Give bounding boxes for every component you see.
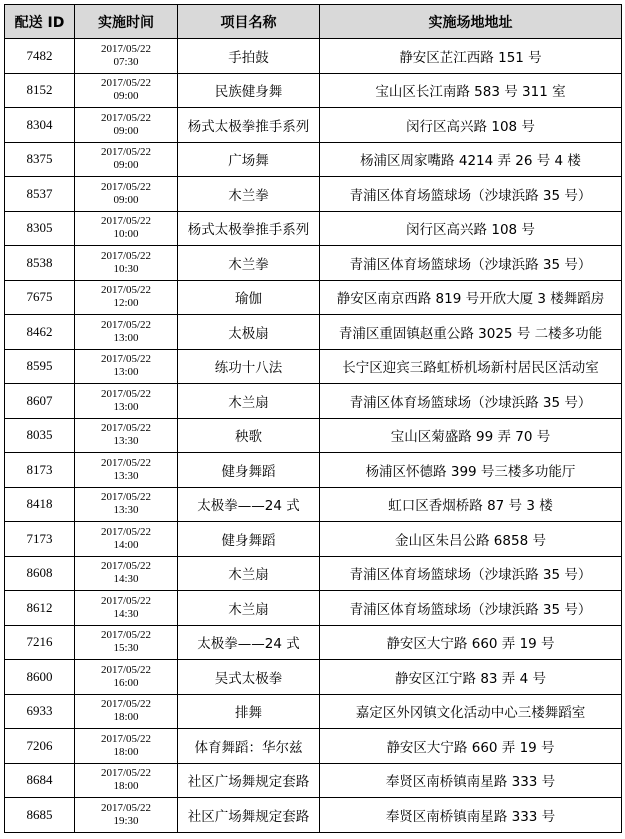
cell-address: 静安区芷江西路 151 号 xyxy=(320,39,622,74)
table-row xyxy=(5,522,622,557)
table-row xyxy=(5,211,622,246)
cell-project: 健身舞蹈 xyxy=(178,453,320,488)
table-row xyxy=(5,660,622,695)
cell-date-text: 2017/05/22 xyxy=(100,249,152,262)
cell-id: 8375 xyxy=(5,142,75,177)
cell-project: 广场舞 xyxy=(178,142,320,177)
cell-time-text: 18:00 xyxy=(113,780,139,793)
cell-time-text: 19:30 xyxy=(113,814,139,827)
cell-time xyxy=(75,625,178,660)
cell-date-text: 2017/05/22 xyxy=(100,422,152,435)
cell-id: 8173 xyxy=(5,453,75,488)
cell-id: 8035 xyxy=(5,418,75,453)
cell-address: 静安区大宁路 660 弄 19 号 xyxy=(320,625,622,660)
cell-id: 8607 xyxy=(5,384,75,419)
cell-address: 奉贤区南桥镇南星路 333 号 xyxy=(320,763,622,798)
cell-id: 8537 xyxy=(5,177,75,212)
cell-time xyxy=(75,591,178,626)
table-row xyxy=(5,349,622,384)
cell-project: 太极拳——24 式 xyxy=(178,487,320,522)
cell-time-text: 09:00 xyxy=(113,193,139,206)
cell-date-text: 2017/05/22 xyxy=(100,629,152,642)
cell-time xyxy=(75,315,178,350)
cell-project: 秧歌 xyxy=(178,418,320,453)
cell-address: 青浦区体育场篮球场（沙埭浜路 35 号） xyxy=(320,246,622,281)
table-row xyxy=(5,556,622,591)
cell-id: 8685 xyxy=(5,798,75,833)
table-row xyxy=(5,487,622,522)
cell-date-text: 2017/05/22 xyxy=(100,594,152,607)
cell-id: 6933 xyxy=(5,694,75,729)
cell-time-text: 18:00 xyxy=(113,711,139,724)
cell-time xyxy=(75,487,178,522)
cell-project: 太极拳——24 式 xyxy=(178,625,320,660)
cell-id: 7206 xyxy=(5,729,75,764)
table-row xyxy=(5,73,622,108)
cell-project: 手拍鼓 xyxy=(178,39,320,74)
cell-project: 社区广场舞规定套路 xyxy=(178,763,320,798)
cell-time-text: 09:00 xyxy=(113,90,139,103)
cell-time-text: 13:00 xyxy=(113,366,139,379)
cell-time-text: 16:00 xyxy=(113,676,139,689)
cell-project: 木兰拳 xyxy=(178,177,320,212)
cell-time xyxy=(75,556,178,591)
cell-project: 太极扇 xyxy=(178,315,320,350)
table-row xyxy=(5,384,622,419)
cell-time xyxy=(75,349,178,384)
cell-address: 静安区大宁路 660 弄 19 号 xyxy=(320,729,622,764)
header-time: 实施时间 xyxy=(75,5,178,39)
cell-date-text: 2017/05/22 xyxy=(100,42,152,55)
cell-project: 健身舞蹈 xyxy=(178,522,320,557)
cell-id: 8418 xyxy=(5,487,75,522)
cell-address: 杨浦区怀德路 399 号三楼多功能厅 xyxy=(320,453,622,488)
cell-date-text: 2017/05/22 xyxy=(100,732,152,745)
cell-date-text: 2017/05/22 xyxy=(100,353,152,366)
cell-id: 8600 xyxy=(5,660,75,695)
cell-time-text: 14:30 xyxy=(113,573,139,586)
cell-time-text: 18:00 xyxy=(113,745,139,758)
schedule-table xyxy=(4,4,622,833)
cell-time xyxy=(75,246,178,281)
cell-date-text: 2017/05/22 xyxy=(100,525,152,538)
cell-address: 静安区南京西路 819 号开欣大厦 3 楼舞蹈房 xyxy=(320,280,622,315)
table-row xyxy=(5,108,622,143)
cell-id: 7216 xyxy=(5,625,75,660)
cell-time-text: 09:00 xyxy=(113,159,139,172)
cell-time-text: 10:30 xyxy=(113,262,139,275)
cell-address: 宝山区菊盛路 99 弄 70 号 xyxy=(320,418,622,453)
cell-time xyxy=(75,39,178,74)
header-address: 实施场地地址 xyxy=(320,5,622,39)
cell-project: 社区广场舞规定套路 xyxy=(178,798,320,833)
cell-time-text: 13:00 xyxy=(113,400,139,413)
cell-id: 8595 xyxy=(5,349,75,384)
table-row xyxy=(5,418,622,453)
cell-address: 青浦区体育场篮球场（沙埭浜路 35 号） xyxy=(320,556,622,591)
cell-time xyxy=(75,694,178,729)
cell-time xyxy=(75,280,178,315)
cell-date-text: 2017/05/22 xyxy=(100,318,152,331)
cell-id: 8538 xyxy=(5,246,75,281)
cell-project: 木兰扇 xyxy=(178,556,320,591)
table-row xyxy=(5,39,622,74)
cell-date-text: 2017/05/22 xyxy=(100,284,152,297)
cell-time xyxy=(75,73,178,108)
cell-time xyxy=(75,660,178,695)
cell-project: 体育舞蹈：华尔兹 xyxy=(178,729,320,764)
cell-project: 木兰拳 xyxy=(178,246,320,281)
cell-address: 静安区江宁路 83 弄 4 号 xyxy=(320,660,622,695)
header-project: 项目名称 xyxy=(178,5,320,39)
cell-date-text: 2017/05/22 xyxy=(100,663,152,676)
cell-id: 8305 xyxy=(5,211,75,246)
cell-time-text: 13:30 xyxy=(113,469,139,482)
cell-time-text: 10:00 xyxy=(113,228,139,241)
table-row xyxy=(5,625,622,660)
cell-project: 瑜伽 xyxy=(178,280,320,315)
table-row xyxy=(5,280,622,315)
cell-time-text: 13:30 xyxy=(113,504,139,517)
cell-time xyxy=(75,729,178,764)
cell-date-text: 2017/05/22 xyxy=(100,801,152,814)
cell-project: 木兰扇 xyxy=(178,591,320,626)
cell-date-text: 2017/05/22 xyxy=(100,456,152,469)
header-id: 配送 ID xyxy=(5,5,75,39)
cell-address: 宝山区长江南路 583 号 311 室 xyxy=(320,73,622,108)
table-row xyxy=(5,694,622,729)
table-row xyxy=(5,591,622,626)
cell-time xyxy=(75,384,178,419)
cell-project: 杨式太极拳推手系列 xyxy=(178,211,320,246)
cell-address: 金山区朱吕公路 6858 号 xyxy=(320,522,622,557)
cell-time-text: 15:30 xyxy=(113,642,139,655)
table-row xyxy=(5,246,622,281)
table-row xyxy=(5,142,622,177)
cell-id: 8152 xyxy=(5,73,75,108)
cell-id: 8612 xyxy=(5,591,75,626)
cell-time-text: 07:30 xyxy=(113,55,139,68)
cell-address: 闵行区高兴路 108 号 xyxy=(320,108,622,143)
cell-time xyxy=(75,142,178,177)
cell-time xyxy=(75,763,178,798)
cell-time-text: 13:00 xyxy=(113,331,139,344)
cell-date-text: 2017/05/22 xyxy=(100,77,152,90)
cell-date-text: 2017/05/22 xyxy=(100,698,152,711)
cell-time xyxy=(75,453,178,488)
table-row xyxy=(5,729,622,764)
table-row xyxy=(5,177,622,212)
cell-time-text: 13:30 xyxy=(113,435,139,448)
cell-time xyxy=(75,211,178,246)
cell-id: 8608 xyxy=(5,556,75,591)
cell-project: 练功十八法 xyxy=(178,349,320,384)
cell-project: 民族健身舞 xyxy=(178,73,320,108)
cell-time xyxy=(75,418,178,453)
cell-time-text: 12:00 xyxy=(113,297,139,310)
cell-date-text: 2017/05/22 xyxy=(100,387,152,400)
cell-time xyxy=(75,798,178,833)
cell-id: 8684 xyxy=(5,763,75,798)
cell-address: 嘉定区外冈镇文化活动中心三楼舞蹈室 xyxy=(320,694,622,729)
cell-id: 8304 xyxy=(5,108,75,143)
cell-date-text: 2017/05/22 xyxy=(100,146,152,159)
cell-address: 虹口区香烟桥路 87 号 3 楼 xyxy=(320,487,622,522)
table-row xyxy=(5,453,622,488)
table-row xyxy=(5,315,622,350)
cell-time xyxy=(75,108,178,143)
cell-address: 青浦区体育场篮球场（沙埭浜路 35 号） xyxy=(320,591,622,626)
cell-project: 杨式太极拳推手系列 xyxy=(178,108,320,143)
cell-date-text: 2017/05/22 xyxy=(100,767,152,780)
cell-date-text: 2017/05/22 xyxy=(100,491,152,504)
cell-time-text: 14:00 xyxy=(113,538,139,551)
cell-id: 7675 xyxy=(5,280,75,315)
cell-time-text: 09:00 xyxy=(113,124,139,137)
cell-time xyxy=(75,522,178,557)
cell-address: 青浦区体育场篮球场（沙埭浜路 35 号） xyxy=(320,177,622,212)
cell-address: 青浦区体育场篮球场（沙埭浜路 35 号） xyxy=(320,384,622,419)
cell-project: 排舞 xyxy=(178,694,320,729)
cell-project: 木兰扇 xyxy=(178,384,320,419)
cell-id: 8462 xyxy=(5,315,75,350)
cell-project: 吴式太极拳 xyxy=(178,660,320,695)
cell-address: 奉贤区南桥镇南星路 333 号 xyxy=(320,798,622,833)
cell-date-text: 2017/05/22 xyxy=(100,215,152,228)
cell-date-text: 2017/05/22 xyxy=(100,180,152,193)
cell-date-text: 2017/05/22 xyxy=(100,111,152,124)
cell-address: 杨浦区周家嘴路 4214 弄 26 号 4 楼 xyxy=(320,142,622,177)
cell-id: 7482 xyxy=(5,39,75,74)
cell-address: 青浦区重固镇赵重公路 3025 号 二楼多功能 xyxy=(320,315,622,350)
cell-address: 闵行区高兴路 108 号 xyxy=(320,211,622,246)
cell-time-text: 14:30 xyxy=(113,607,139,620)
table-row xyxy=(5,798,622,833)
cell-address: 长宁区迎宾三路虹桥机场新村居民区活动室 xyxy=(320,349,622,384)
table-row xyxy=(5,763,622,798)
cell-id: 7173 xyxy=(5,522,75,557)
header-row xyxy=(5,5,622,39)
cell-date-text: 2017/05/22 xyxy=(100,560,152,573)
cell-time xyxy=(75,177,178,212)
